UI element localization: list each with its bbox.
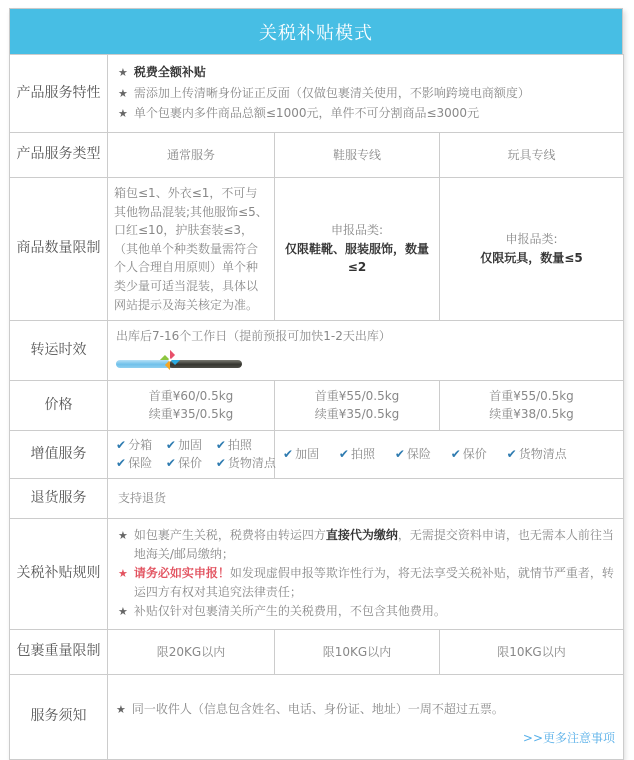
- returns-cell: 支持退货: [108, 478, 624, 518]
- check-icon: ✔: [283, 447, 294, 462]
- row-label-weight: 包裹重量限制: [10, 630, 108, 675]
- star-icon: ★: [116, 702, 126, 716]
- service-check: ✔ 加固: [165, 437, 202, 452]
- quantity-shoes-cell: 申报品类: 仅限鞋靴、服装服饰，数量≤2: [275, 178, 440, 321]
- star-icon: ★: [118, 528, 128, 542]
- service-check: ✔ 分箱: [116, 437, 153, 452]
- check-icon: ✔: [338, 447, 349, 462]
- price-normal-cell: 首重¥60/0.5kg 续重¥35/0.5kg: [108, 380, 275, 430]
- row-notice: [10, 675, 624, 760]
- service-check: ✔ 拍照: [338, 447, 375, 462]
- row-value-added: [10, 430, 624, 478]
- transit-progress-bar: [116, 350, 256, 374]
- check-icon: ✔: [394, 447, 405, 462]
- check-icon: ✔: [450, 447, 461, 462]
- rule-item: ★ 如包裹产生关税，税费将由转运四方直接代为缴纳，无需提交资料申请，也无需本人前往当地海关/邮局缴纳；: [118, 527, 614, 561]
- notice-cell: [108, 675, 624, 760]
- features-cell: [108, 55, 624, 133]
- col-head-toys: 玩具专线: [440, 133, 624, 178]
- value-added-normal-cell: [108, 430, 275, 478]
- rule-item: ★ 请务必如实申报！如发现虚假申报等欺诈性行为，将无法享受关税补贴，就情节严重者，转运四方有权对其追究法律责任；: [118, 566, 614, 599]
- service-check: ✔ 加固: [283, 447, 320, 462]
- row-label-subsidy-rules: 关税补贴规则: [10, 518, 108, 629]
- row-features: [10, 55, 624, 133]
- col-head-shoes: 鞋服专线: [275, 133, 440, 178]
- service-check: ✔ 保价: [450, 447, 487, 462]
- check-icon: ✔: [165, 456, 176, 471]
- quantity-normal-cell: 箱包≤1、外衣≤1，不可与其他物品混装;其他服饰≤5、口红≤10，护肤套装≤3，（其他单个种类数量需符合个人合理自用原则）单个种类少量可适当混装，具体以网站提示及海关核定为准。: [108, 178, 275, 321]
- price-toys-cell: 首重¥55/0.5kg 续重¥38/0.5kg: [440, 380, 624, 430]
- star-icon: ★: [118, 107, 128, 121]
- service-check: ✔ 保险: [116, 456, 153, 471]
- page-title-banner: [9, 8, 623, 54]
- transit-cell: [108, 321, 624, 381]
- check-icon: ✔: [116, 456, 127, 471]
- row-weight-limit: [10, 630, 624, 675]
- more-notes-link[interactable]: >>更多注意事项: [522, 730, 616, 745]
- row-transit-time: [10, 321, 624, 381]
- weight-toys-cell: 限10KG以内: [440, 630, 624, 675]
- subsidy-rules-cell: [108, 518, 624, 629]
- service-check: ✔ 保险: [394, 447, 431, 462]
- service-check: ✔ 货物清点: [215, 456, 276, 471]
- feature-item: ★ 税费全额补贴: [118, 63, 615, 83]
- check-icon: ✔: [215, 437, 226, 452]
- row-label-notice: 服务须知: [10, 675, 108, 760]
- rule-item: ★ 补贴仅针对包裹清关所产生的关税费用，不包含其他费用。: [118, 602, 615, 622]
- price-shoes-cell: 首重¥55/0.5kg 续重¥35/0.5kg: [275, 380, 440, 430]
- service-check: ✔ 保价: [165, 456, 202, 471]
- check-icon: ✔: [506, 447, 517, 462]
- feature-item: ★ 单个包裹内多件商品总额≤1000元，单件不可分割商品≤3000元: [118, 104, 615, 124]
- row-label-transit: 转运时效: [10, 321, 108, 381]
- row-label-service-types: 产品服务类型: [10, 133, 108, 178]
- star-icon: ★: [118, 86, 128, 100]
- row-returns: [10, 478, 624, 518]
- star-icon: ★: [118, 567, 128, 581]
- weight-normal-cell: 限20KG以内: [108, 630, 275, 675]
- page-title: 关税补贴模式: [259, 22, 373, 44]
- subsidy-mode-card: [9, 8, 623, 760]
- row-label-returns: 退货服务: [10, 478, 108, 518]
- quantity-toys-cell: 申报品类: 仅限玩具，数量≤5: [440, 178, 624, 321]
- row-price: [10, 380, 624, 430]
- col-head-normal: 通常服务: [108, 133, 275, 178]
- star-icon: ★: [118, 65, 128, 79]
- row-label-value-added: 增值服务: [10, 430, 108, 478]
- row-label-price: 价格: [10, 380, 108, 430]
- check-icon: ✔: [165, 437, 176, 452]
- check-icon: ✔: [116, 437, 127, 452]
- row-label-quantity: 商品数量限制: [10, 178, 108, 321]
- notice-item: ★ 同一收件人（信息包含姓名、电话、身份证、地址）一周不超过五票。: [116, 700, 615, 720]
- feature-item: ★ 需添加上传清晰身份证正反面（仅做包裹清关使用，不影响跨境电商额度）: [118, 84, 615, 104]
- row-subsidy-rules: [10, 518, 624, 629]
- service-check: ✔ 货物清点: [506, 447, 567, 462]
- row-label-features: 产品服务特性: [10, 55, 108, 133]
- row-quantity-limit: [10, 178, 624, 321]
- row-service-types: [10, 133, 624, 178]
- value-added-special-cell: [275, 430, 624, 478]
- subsidy-mode-table: [9, 54, 624, 760]
- check-icon: ✔: [215, 456, 226, 471]
- star-icon: ★: [118, 605, 128, 619]
- service-check: ✔ 拍照: [215, 437, 252, 452]
- weight-shoes-cell: 限10KG以内: [275, 630, 440, 675]
- pinwheel-icon: [159, 349, 181, 371]
- transit-text: 出库后7-16个工作日（提前预报可加快1-2天出库）: [116, 329, 391, 344]
